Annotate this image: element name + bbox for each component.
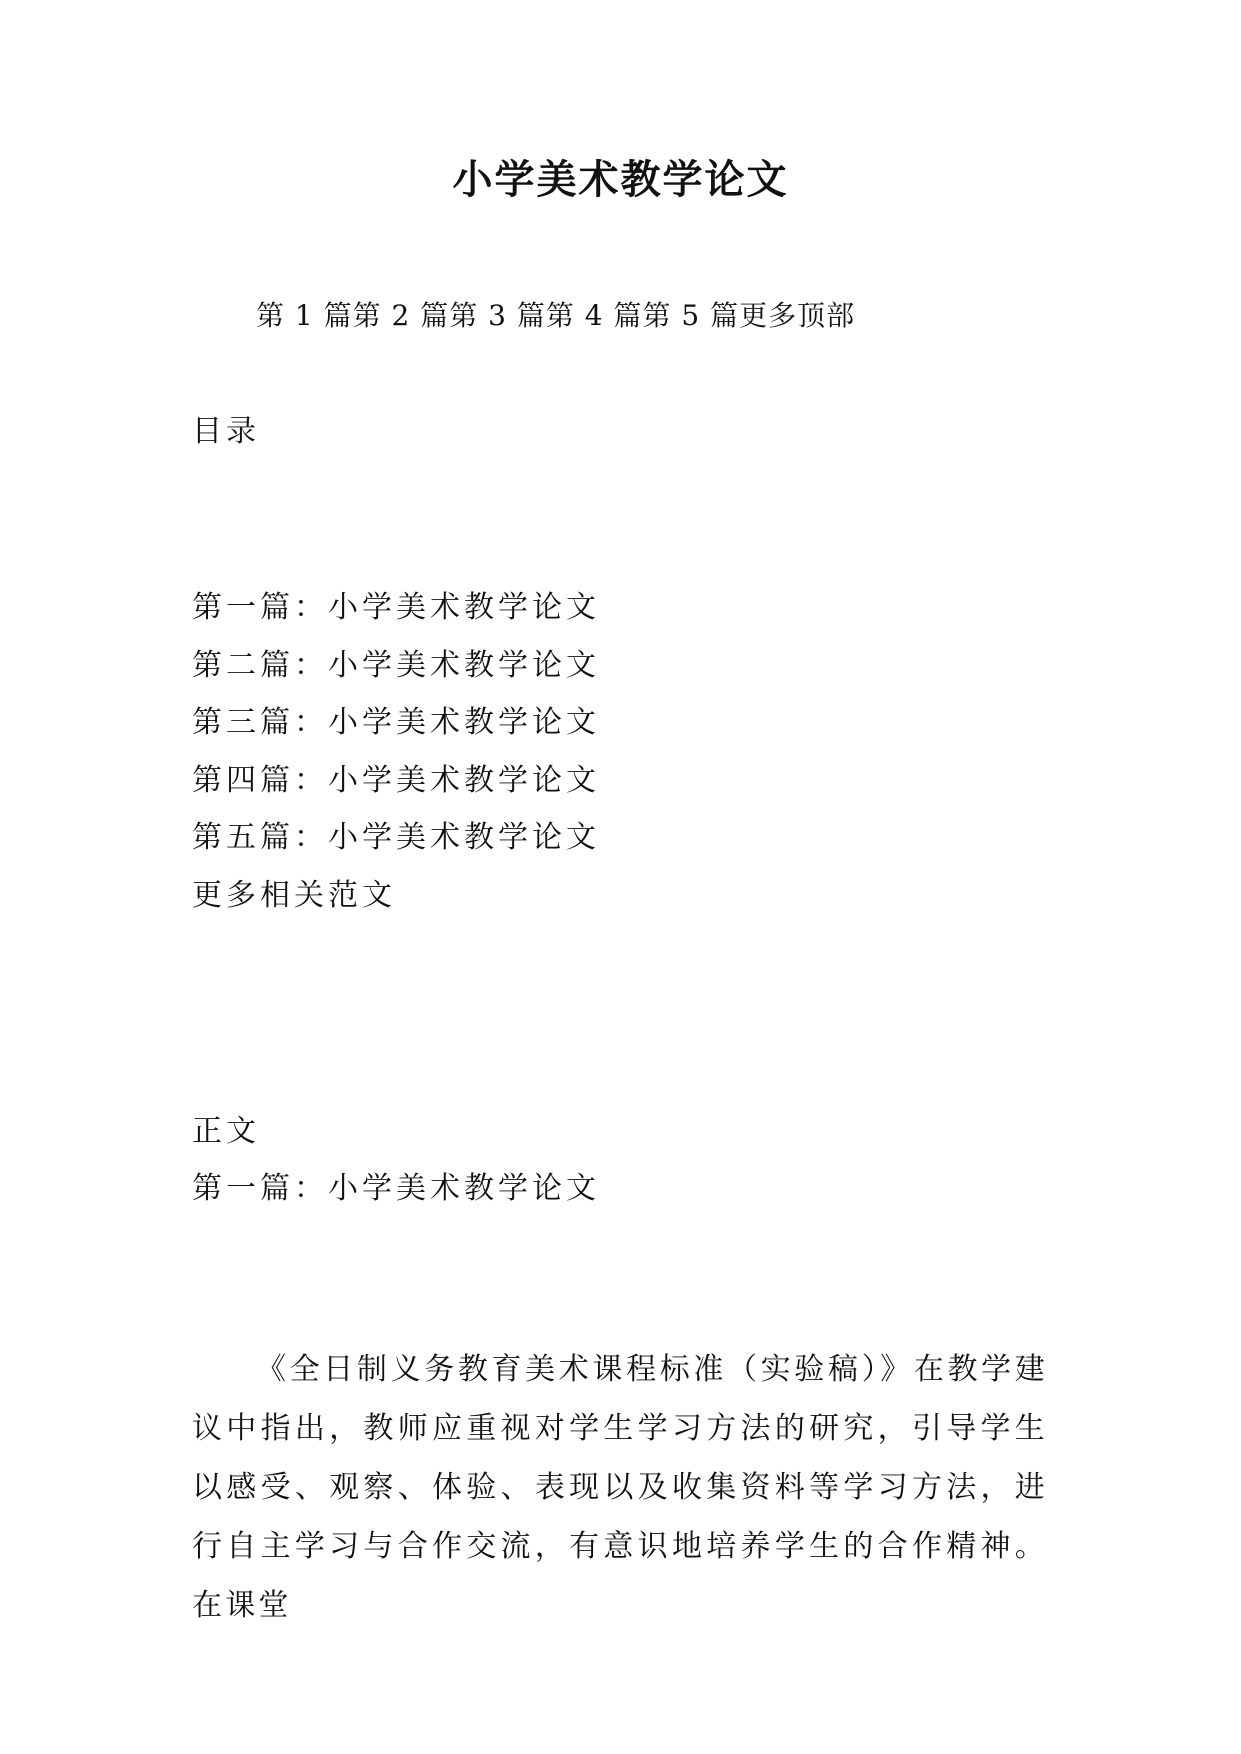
toc-item xyxy=(192,818,600,876)
toc-link-article-2[interactable]: 第二篇：小学美术教学论文 xyxy=(192,647,600,683)
document-title: 小学美术教学论文 xyxy=(452,156,789,203)
table-of-contents xyxy=(192,588,600,933)
toc-item xyxy=(192,761,600,819)
nav-link-article-4[interactable]: 第 4 篇 xyxy=(545,299,643,332)
toc-link-article-4[interactable]: 第四篇：小学美术教学论文 xyxy=(192,762,600,798)
nav-link-article-3[interactable]: 第 3 篇 xyxy=(449,299,546,332)
toc-item xyxy=(192,876,600,934)
nav-link-top[interactable]: 顶部 xyxy=(797,299,856,332)
toc-heading: 目录 xyxy=(192,414,260,449)
toc-item xyxy=(192,588,600,646)
toc-item xyxy=(192,646,600,704)
toc-link-article-1[interactable]: 第一篇：小学美术教学论文 xyxy=(192,590,600,625)
body-heading: 正文 xyxy=(192,1114,260,1149)
nav-link-article-1[interactable]: 第 1 篇 xyxy=(256,299,353,332)
toc-link-article-5[interactable]: 第五篇：小学美术教学论文 xyxy=(192,820,600,855)
nav-link-article-5[interactable]: 第 5 篇 xyxy=(642,299,740,332)
toc-item xyxy=(192,703,600,761)
section-heading: 第一篇：小学美术教学论文 xyxy=(192,1171,600,1206)
toc-link-article-3[interactable]: 第三篇：小学美术教学论文 xyxy=(192,705,600,740)
body-paragraph: 《全日制义务教育美术课程标准（实验稿）》在教学建议中指出，教师应重视对学生学习方法的研究，引导学生以感受、观察、体验、表现以及收集资料等学习方法，进行自主学习与合作交流，有意识地培养学生的合作精神。在课堂 xyxy=(192,1352,1048,1623)
article-nav xyxy=(256,296,1016,336)
toc-link-more-related[interactable]: 更多相关范文 xyxy=(192,877,396,913)
nav-link-more[interactable]: 更多 xyxy=(739,299,798,332)
nav-link-article-2[interactable]: 第 2 篇 xyxy=(352,299,450,332)
